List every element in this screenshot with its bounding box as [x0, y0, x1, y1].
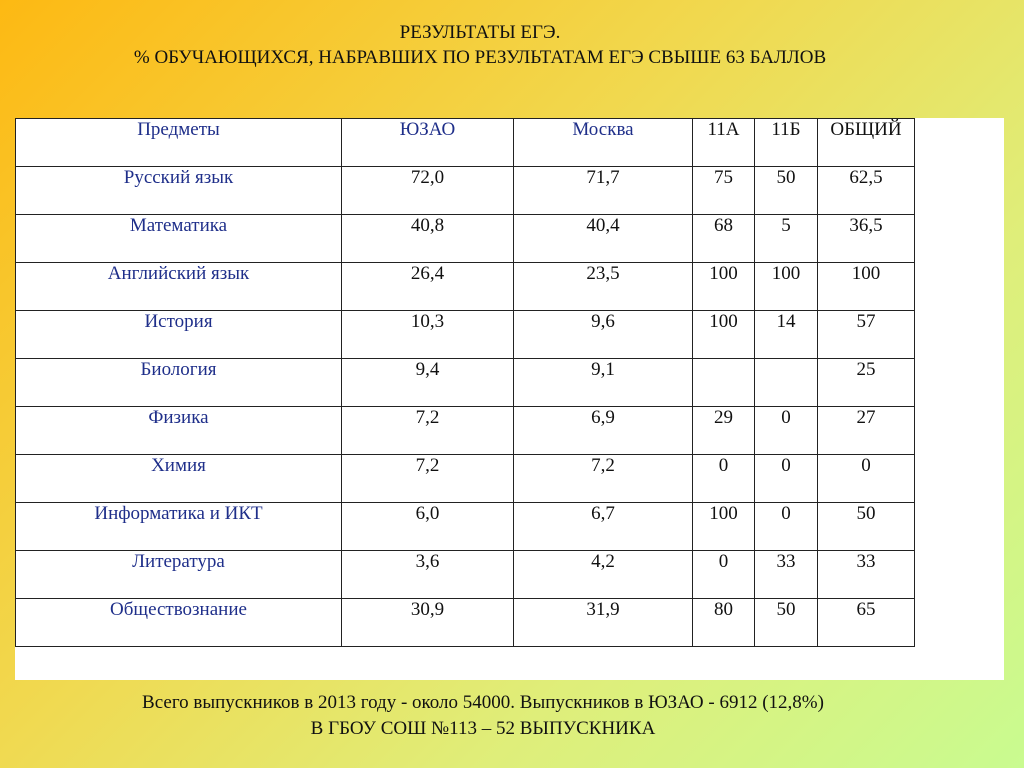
slide-footer [0, 690, 966, 742]
cell-moscow: 23,5 [514, 263, 693, 311]
cell-11b: 14 [755, 311, 818, 359]
cell-total: 65 [818, 599, 915, 647]
cell-uzao: 30,9 [342, 599, 514, 647]
table-row [16, 503, 915, 551]
cell-total: 36,5 [818, 215, 915, 263]
cell-subject: История [16, 311, 342, 359]
slide-title [0, 20, 960, 70]
cell-11b: 0 [755, 455, 818, 503]
cell-moscow: 40,4 [514, 215, 693, 263]
cell-subject: Обществознание [16, 599, 342, 647]
cell-uzao: 40,8 [342, 215, 514, 263]
header-11a: 11А [693, 119, 755, 167]
cell-11b: 0 [755, 407, 818, 455]
cell-11a: 100 [693, 503, 755, 551]
cell-moscow: 71,7 [514, 167, 693, 215]
header-subjects: Предметы [16, 119, 342, 167]
cell-11b: 50 [755, 167, 818, 215]
cell-moscow: 9,6 [514, 311, 693, 359]
cell-11a: 100 [693, 311, 755, 359]
cell-moscow: 6,9 [514, 407, 693, 455]
cell-subject: Литература [16, 551, 342, 599]
cell-uzao: 6,0 [342, 503, 514, 551]
results-table [15, 118, 915, 647]
cell-11a: 100 [693, 263, 755, 311]
cell-11b [755, 359, 818, 407]
cell-11b: 5 [755, 215, 818, 263]
cell-uzao: 26,4 [342, 263, 514, 311]
cell-moscow: 6,7 [514, 503, 693, 551]
cell-moscow: 4,2 [514, 551, 693, 599]
cell-subject: Информатика и ИКТ [16, 503, 342, 551]
table-row [16, 215, 915, 263]
table-row [16, 599, 915, 647]
cell-subject: Физика [16, 407, 342, 455]
cell-11a: 0 [693, 551, 755, 599]
header-uzao: ЮЗАО [342, 119, 514, 167]
title-line-2: % ОБУЧАЮЩИХСЯ, НАБРАВШИХ ПО РЕЗУЛЬТАТАМ ЕГЭ СВЫШЕ 63 БАЛЛОВ [133, 47, 827, 68]
cell-total: 27 [818, 407, 915, 455]
cell-11a: 29 [693, 407, 755, 455]
cell-uzao: 72,0 [342, 167, 514, 215]
cell-total: 100 [818, 263, 915, 311]
cell-subject: Химия [16, 455, 342, 503]
cell-11b: 0 [755, 503, 818, 551]
cell-11a: 0 [693, 455, 755, 503]
title-line-1: РЕЗУЛЬТАТЫ ЕГЭ. [399, 22, 561, 43]
footer-line-1: Всего выпускников в 2013 году - около 54000. Выпускников в ЮЗАО - 6912 (12,8%) [142, 692, 824, 713]
cell-uzao: 7,2 [342, 455, 514, 503]
table-row [16, 359, 915, 407]
cell-11a: 75 [693, 167, 755, 215]
cell-11b: 100 [755, 263, 818, 311]
cell-total: 0 [818, 455, 915, 503]
cell-moscow: 7,2 [514, 455, 693, 503]
table-row [16, 551, 915, 599]
cell-subject: Русский язык [16, 167, 342, 215]
table-row [16, 407, 915, 455]
cell-11b: 33 [755, 551, 818, 599]
cell-uzao: 3,6 [342, 551, 514, 599]
cell-uzao: 9,4 [342, 359, 514, 407]
cell-moscow: 31,9 [514, 599, 693, 647]
cell-uzao: 10,3 [342, 311, 514, 359]
cell-moscow: 9,1 [514, 359, 693, 407]
cell-subject: Биология [16, 359, 342, 407]
table-row [16, 263, 915, 311]
cell-uzao: 7,2 [342, 407, 514, 455]
cell-11a: 68 [693, 215, 755, 263]
cell-total: 57 [818, 311, 915, 359]
header-moscow: Москва [514, 119, 693, 167]
cell-total: 25 [818, 359, 915, 407]
cell-total: 50 [818, 503, 915, 551]
cell-11a [693, 359, 755, 407]
cell-subject: Английский язык [16, 263, 342, 311]
cell-total: 33 [818, 551, 915, 599]
cell-total: 62,5 [818, 167, 915, 215]
table-row [16, 455, 915, 503]
cell-subject: Математика [16, 215, 342, 263]
cell-11a: 80 [693, 599, 755, 647]
table-row [16, 167, 915, 215]
table-row [16, 311, 915, 359]
header-total: ОБЩИЙ [818, 119, 915, 167]
table-header-row [16, 119, 915, 167]
footer-line-2: В ГБОУ СОШ №113 – 52 ВЫПУСКНИКА [310, 718, 656, 739]
header-11b: 11Б [755, 119, 818, 167]
cell-11b: 50 [755, 599, 818, 647]
